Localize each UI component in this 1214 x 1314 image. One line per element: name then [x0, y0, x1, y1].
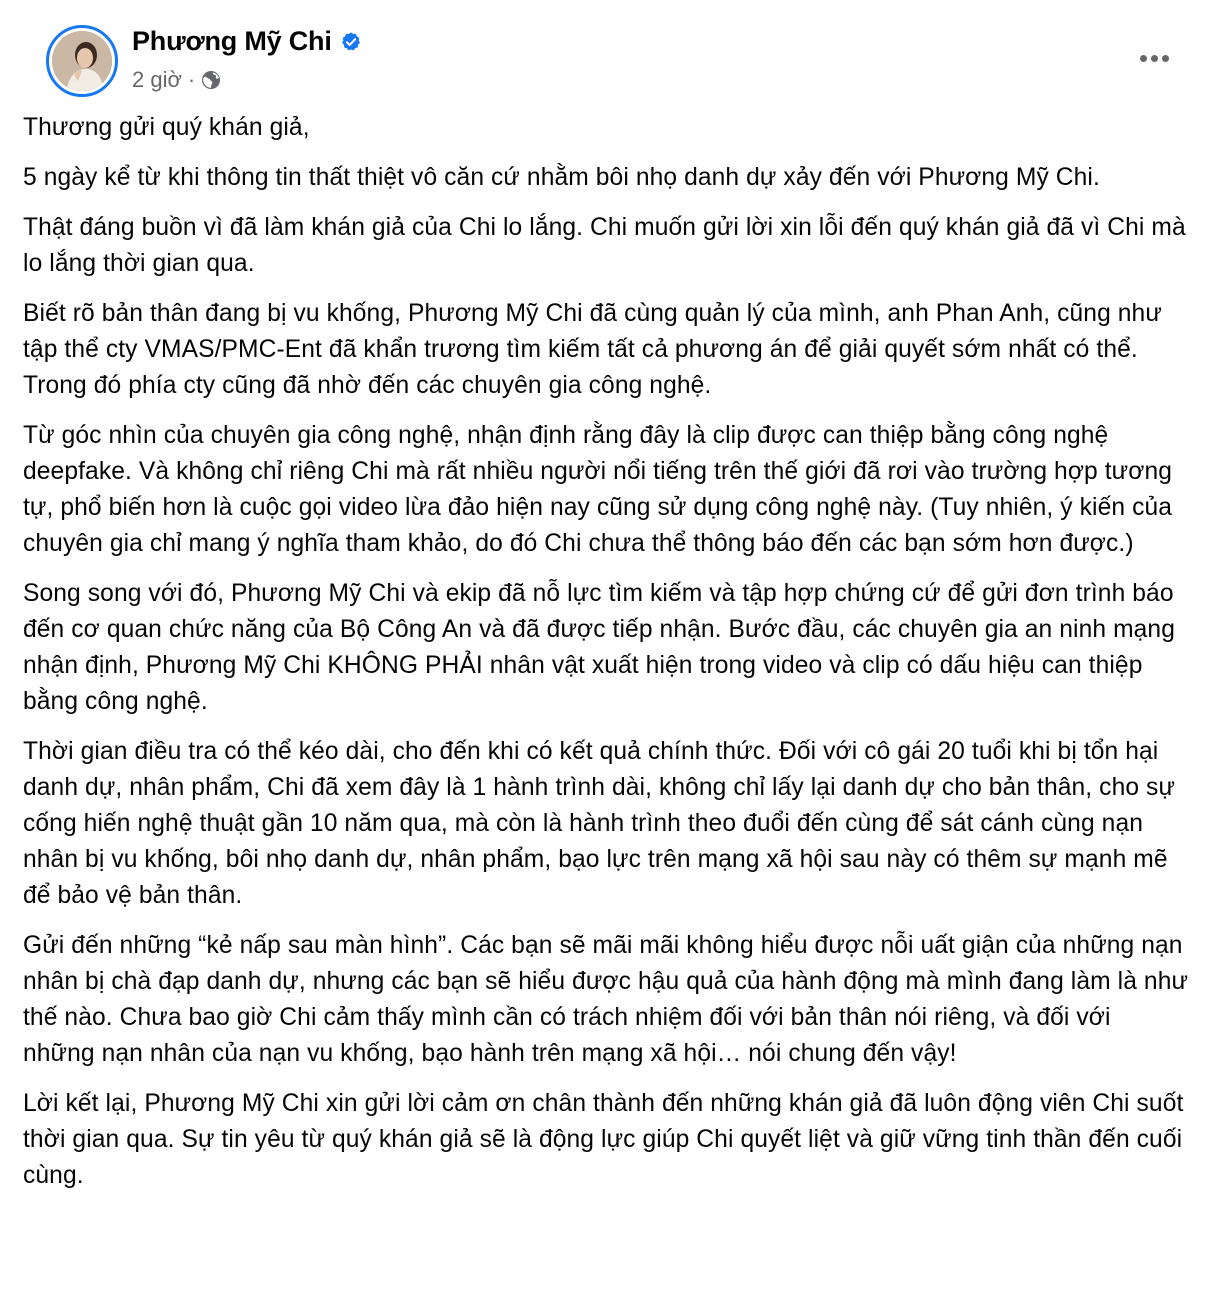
more-options-button[interactable]: [1134, 38, 1174, 78]
paragraph: Thời gian điều tra có thể kéo dài, cho đến khi có kết quả chính thức. Đối với cô gái 20 tuổi khi bị tổn hại danh dự, nhân phẩm, Chi đã xem đây là 1 hành trình dài, không chỉ lấy lại danh dự cho bản thân, cho sự cống hiến nghệ thuật gần 10 năm qua, mà còn là hành trình theo đuổi đến cùng để sát cánh cùng nạn nhân bị vu khống, bôi nhọ danh dự, nhân phẩm, bạo lực trên mạng xã hội sau này có thêm sự mạnh mẽ để bảo vệ bản thân.: [23, 738, 1176, 909]
paragraph: Biết rõ bản thân đang bị vu khống, Phương Mỹ Chi đã cùng quản lý của mình, anh Phan Anh, cũng như tập thể cty VMAS/PMC-Ent đã khẩn trương tìm kiếm tất cả phương án để giải quyết sớm nhất có thể. Trong đó phía cty cũng đã nhờ đến các chuyên gia công nghệ.: [23, 300, 1162, 399]
meta-separator: ·: [187, 67, 196, 92]
post-meta: [132, 67, 221, 93]
more-dot: [1151, 55, 1158, 62]
verified-badge-icon: [340, 31, 362, 53]
more-horizontal-icon: [1140, 55, 1147, 62]
author-avatar[interactable]: [46, 25, 118, 97]
post-timestamp[interactable]: 2 giờ: [132, 67, 182, 92]
paragraph: Thật đáng buồn vì đã làm khán giả của Chi lo lắng. Chi muốn gửi lời xin lỗi đến quý khán giả đã vì Chi mà lo lắng thời gian qua.: [23, 214, 1186, 277]
paragraph: 5 ngày kể từ khi thông tin thất thiệt vô căn cứ nhằm bôi nhọ danh dự xảy đến với Phương Mỹ Chi.: [23, 164, 1100, 191]
author-name[interactable]: Phương Mỹ Chi: [132, 26, 332, 56]
paragraph: Từ góc nhìn của chuyên gia công nghệ, nhận định rằng đây là clip được can thiệp bằng công nghệ deepfake. Và không chỉ riêng Chi mà rất nhiều người nổi tiếng trên thế giới đã rơi vào trường hợp tương tự, phổ biến hơn là cuộc gọi video lừa đảo hiện nay cũng sử dụng công nghệ này. (Tuy nhiên, ý kiến của chuyên gia chỉ mang ý nghĩa tham khảo, do đó Chi chưa thể thông báo đến các bạn sớm hơn được.): [23, 422, 1173, 557]
globe-icon[interactable]: [201, 70, 221, 90]
paragraph: Thương gửi quý khán giả,: [23, 114, 310, 141]
paragraph: Song song với đó, Phương Mỹ Chi và ekip đã nỗ lực tìm kiếm và tập hợp chứng cứ để gửi đơn trình báo đến cơ quan chức năng của Bộ Công An và đã được tiếp nhận. Bước đầu, các chuyên gia an ninh mạng nhận định, Phương Mỹ Chi KHÔNG PHẢI nhân vật xuất hiện trong video và clip có dấu hiệu can thiệp bằng công nghệ.: [23, 580, 1175, 715]
avatar-photo: [52, 31, 112, 91]
post-header: [23, 0, 1190, 108]
paragraph: Gửi đến những “kẻ nấp sau màn hình”. Các bạn sẽ mãi mãi không hiểu được nỗi uất giận của những nạn nhân bị chà đạp danh dự, nhưng các bạn sẽ hiểu được hậu quả của hành động mà mình đang làm là như thế nào. Chưa bao giờ Chi cảm thấy mình cần có trách nhiệm đối với bản thân nói riêng, và đối với những nạn nhân của nạn vu khống, bạo hành trên mạng xã hội… nói chung đến vậy!: [23, 932, 1189, 1067]
author-name-row: [132, 26, 362, 57]
paragraph: Lời kết lại, Phương Mỹ Chi xin gửi lời cảm ơn chân thành đến những khán giả đã luôn động viên Chi suốt thời gian qua. Sự tin yêu từ quý khán giả sẽ là động lực giúp Chi quyết liệt và giữ vững tinh thần đến cuối cùng.: [23, 1090, 1184, 1189]
post-body: [23, 110, 1189, 1208]
more-dot: [1162, 55, 1169, 62]
